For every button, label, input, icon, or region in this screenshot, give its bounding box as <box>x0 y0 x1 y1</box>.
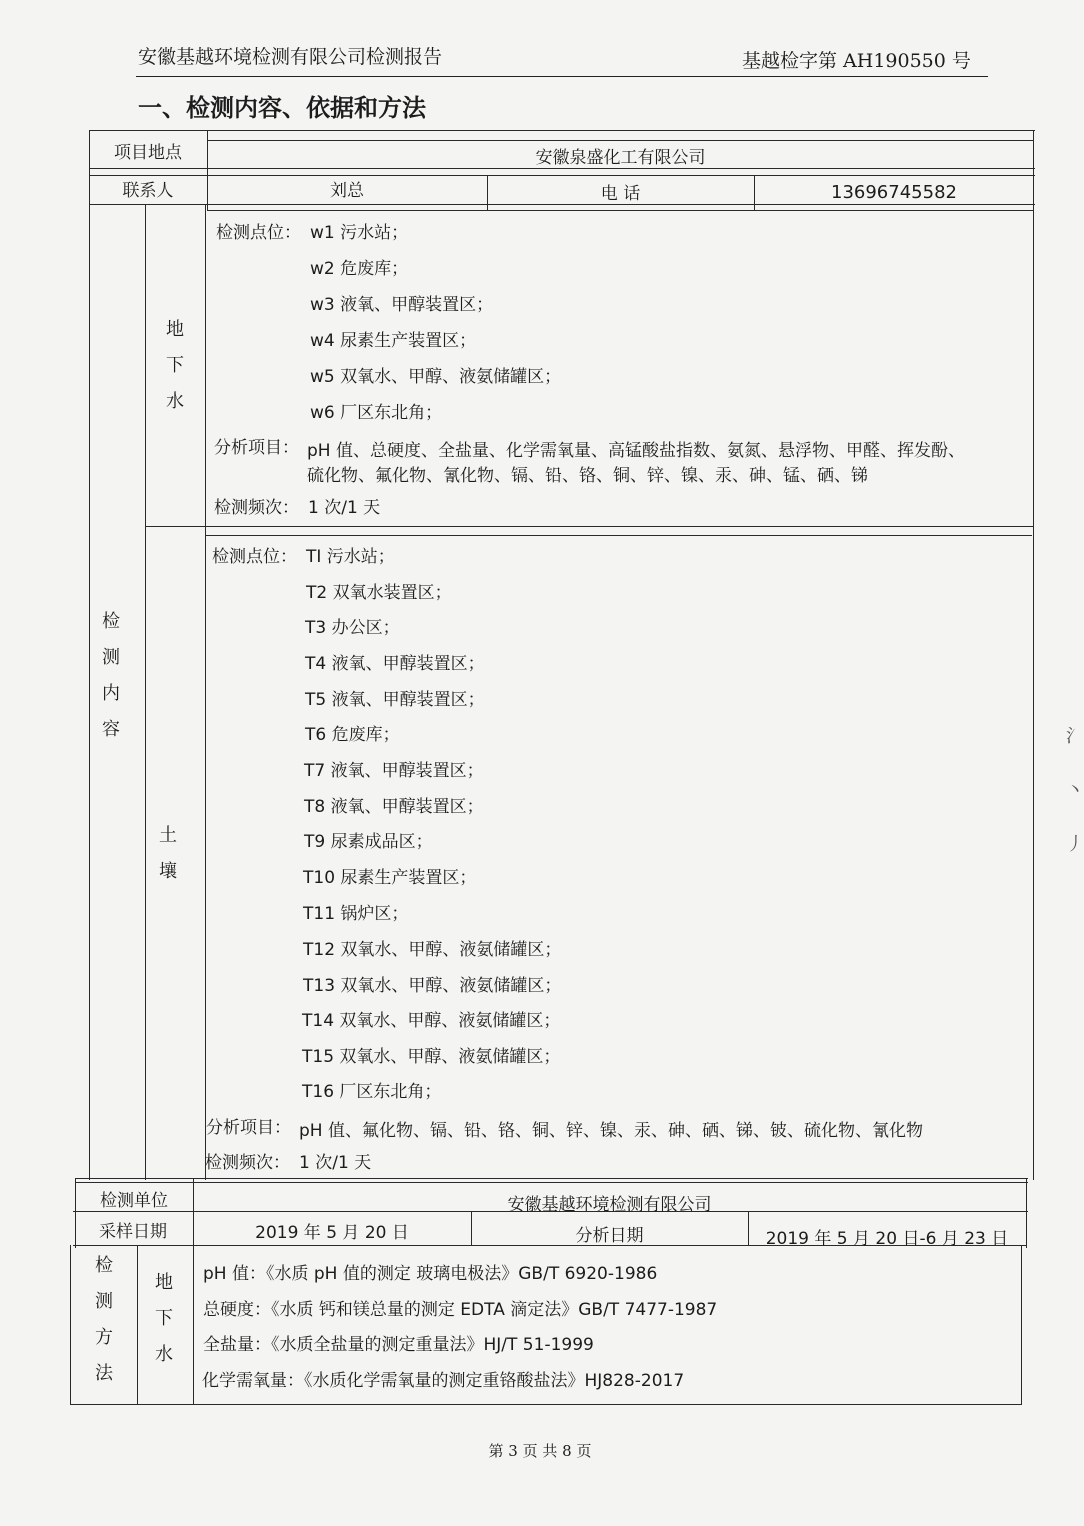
analysis-date-label: 分析日期 <box>575 1226 644 1246</box>
soil-analysis: pH 值、氟化物、镉、铅、铬、铜、锌、镍、汞、砷、硒、锑、铍、硫化物、氰化物 <box>299 1121 923 1141</box>
contact-name: 刘总 <box>330 181 364 201</box>
report-header-company: 安徽基越环境检测有限公司检测报告 <box>138 46 443 68</box>
soil-point: T8 液氧、甲醇装置区； <box>304 797 484 817</box>
contact-label: 联系人 <box>122 181 174 201</box>
sampling-date: 2019 年 5 月 20 日 <box>255 1223 409 1243</box>
groundwater-analysis-line1: pH 值、总硬度、全盐量、化学需氧量、高锰酸盐指数、氨氮、悬浮物、甲醛、挥发酚、 <box>307 441 965 461</box>
page-footer: 第 3 页 共 8 页 <box>488 1442 592 1460</box>
soil-point: T15 双氧水、甲醇、液氨储罐区； <box>302 1047 561 1067</box>
soil-analysis-label: 分析项目： <box>206 1118 291 1138</box>
groundwater-point: w5 双氧水、甲醇、液氨储罐区； <box>310 367 562 387</box>
methods-groundwater-label: 地 下 水 <box>155 1272 173 1365</box>
soil-point: T6 危废库； <box>305 725 400 745</box>
soil-point: T2 双氧水装置区； <box>306 583 452 603</box>
project-location-label: 项目地点 <box>114 143 182 163</box>
method-item: pH 值：《水质 pH 值的测定 玻璃电极法》GB/T 6920-1986 <box>203 1264 658 1284</box>
groundwater-analysis-label: 分析项目： <box>214 438 299 458</box>
groundwater-label: 地 下 水 <box>166 319 184 412</box>
soil-label: 土 壤 <box>159 825 177 882</box>
groundwater-frequency-label: 检测频次： <box>214 498 299 518</box>
soil-points-label: 检测点位： <box>212 547 297 567</box>
method-item: 总硬度：《水质 钙和镁总量的测定 EDTA 滴定法》GB/T 7477-1987 <box>203 1300 718 1320</box>
methods-label: 检 测 方 法 <box>95 1255 113 1384</box>
soil-point: T14 双氧水、甲醇、液氨储罐区； <box>302 1011 561 1031</box>
soil-point: T5 液氧、甲醇装置区； <box>305 690 485 710</box>
soil-point: T7 液氧、甲醇装置区； <box>304 761 484 781</box>
groundwater-point: w3 液氧、甲醇装置区； <box>310 295 494 315</box>
method-item: 全盐量：《水质全盐量的测定重量法》HJ/T 51-1999 <box>203 1335 594 1355</box>
groundwater-analysis-line2: 硫化物、氟化物、氰化物、镉、铅、铬、铜、锌、镍、汞、砷、锰、硒、锑 <box>307 466 868 486</box>
groundwater-frequency: 1 次/1 天 <box>308 498 381 518</box>
soil-point: T4 液氧、甲醇装置区； <box>305 654 485 674</box>
edge-seal-marks: 氵 丶 丿 <box>1066 726 1084 855</box>
project-location-value: 安徽泉盛化工有限公司 <box>535 148 706 168</box>
soil-point: TI 污水站； <box>306 547 395 567</box>
soil-point: T16 厂区东北角； <box>302 1082 442 1102</box>
groundwater-point: w4 尿素生产装置区； <box>310 331 477 351</box>
soil-point: T3 办公区； <box>305 618 400 638</box>
groundwater-point: w1 污水站； <box>310 223 409 243</box>
soil-point: T11 锅炉区； <box>303 904 409 924</box>
soil-point: T13 双氧水、甲醇、液氨储罐区； <box>303 976 562 996</box>
report-number: 基越检字第 AH190550 号 <box>742 50 971 72</box>
soil-frequency: 1 次/1 天 <box>299 1153 372 1173</box>
soil-point: T10 尿素生产装置区； <box>303 868 477 888</box>
soil-frequency-label: 检测频次： <box>205 1153 290 1173</box>
groundwater-points-label: 检测点位： <box>216 223 301 243</box>
soil-point: T9 尿素成品区； <box>304 832 433 852</box>
section-title: 一、检测内容、依据和方法 <box>138 93 426 122</box>
sampling-date-label: 采样日期 <box>99 1222 167 1242</box>
header-rule <box>136 76 988 77</box>
phone-label: 电 话 <box>600 184 641 204</box>
phone-value: 13696745582 <box>831 182 957 203</box>
method-item: 化学需氧量：《水质化学需氧量的测定重铬酸盐法》HJ828-2017 <box>202 1371 685 1391</box>
testing-unit-value: 安徽基越环境检测有限公司 <box>507 1195 712 1215</box>
content-section-label: 检 测 内 容 <box>102 611 120 740</box>
soil-point: T12 双氧水、甲醇、液氨储罐区； <box>303 940 562 960</box>
groundwater-point: w6 厂区东北角； <box>310 403 443 423</box>
groundwater-point: w2 危废库； <box>310 259 409 279</box>
testing-unit-label: 检测单位 <box>100 1191 168 1211</box>
analysis-date: 2019 年 5 月 20 日-6 月 23 日 <box>765 1229 1009 1249</box>
